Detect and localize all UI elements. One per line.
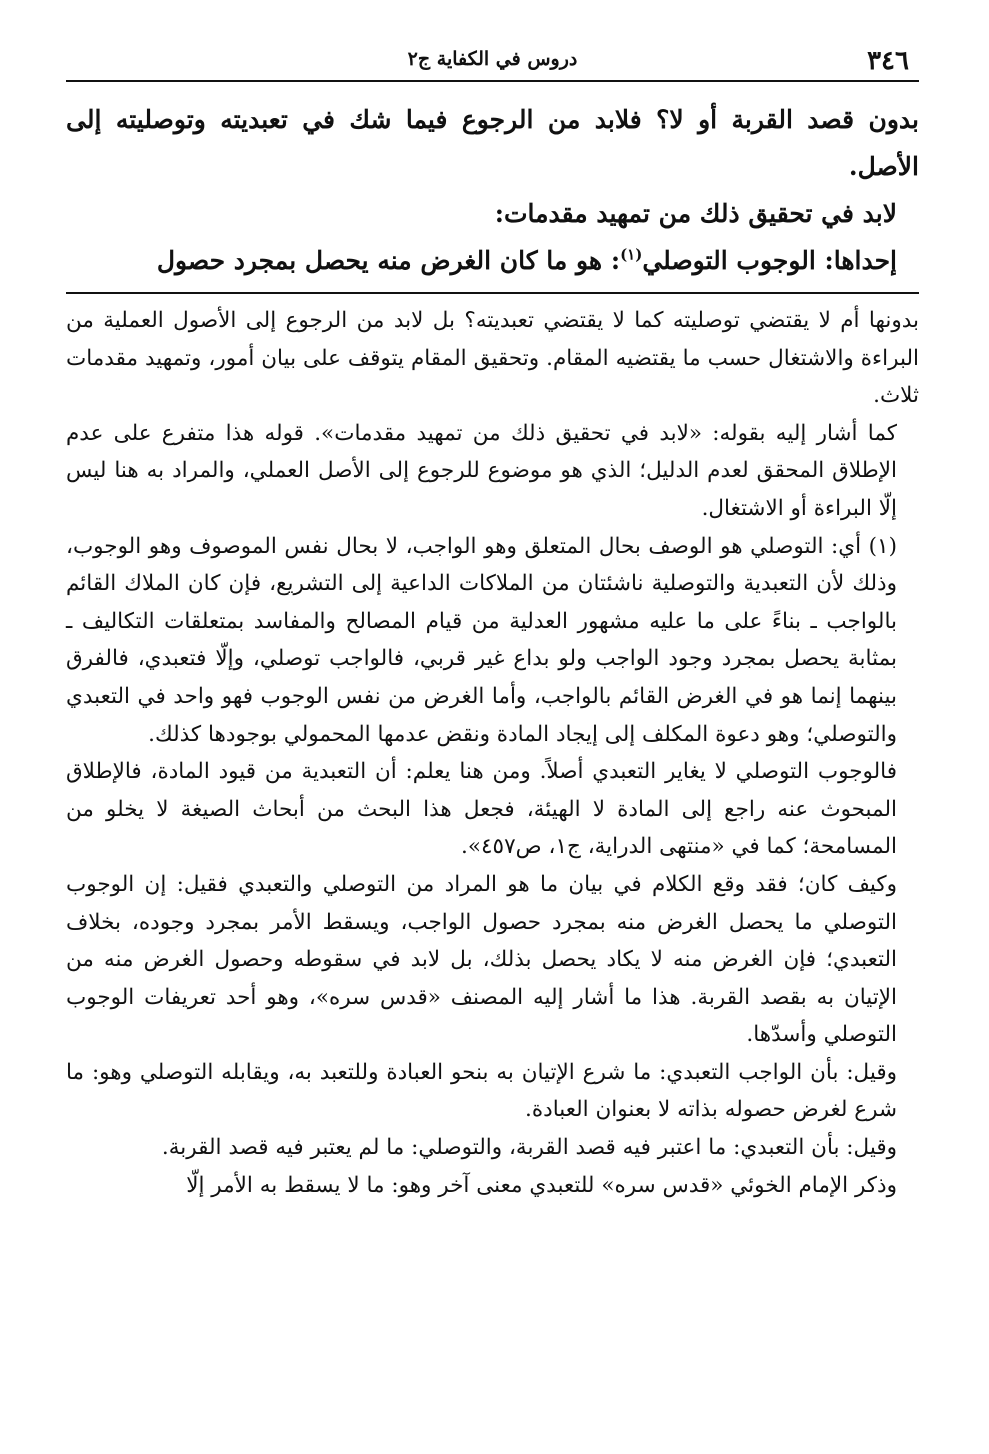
running-header — [66, 44, 919, 82]
main-text — [66, 96, 919, 284]
commentary-separator — [66, 292, 919, 294]
commentary — [66, 302, 919, 1204]
main-paragraph — [66, 237, 919, 284]
commentary-paragraph: بدونها أم لا يقتضي توصليته كما لا يقتضي تعبديته؟ بل لابد من الرجوع إلى الأصول العملية من البراءة والاشتغال حسب ما يقتضيه المقام. وتحقيق المقام يتوقف على بيان أمور، وتمهيد مقدمات ثلاث. — [66, 308, 919, 409]
commentary-paragraph: وذكر الإمام الخوئي «قدس سره» للتعبدي معنى آخر وهو: ما لا يسقط به الأمر إلّا — [186, 1172, 897, 1198]
main-text-fragment: إحداها: الوجوب التوصلي — [642, 246, 897, 275]
main-paragraph: لابد في تحقيق ذلك من تمهيد مقدمات: — [494, 199, 897, 228]
footnote-paragraph: (١) أي: التوصلي هو الوصف بحال المتعلق وهو الواجب، لا بحال نفس الموصوف وهو الوجوب، وذلك لأن التعبدية والتوصلية ناشئتان من الملاكات الداعية إلى التشريع، فإن كان الملاك القائم بالواجب ـ بناءً على ما عليه مشهور العدلية من قيام المصالح والمفاسد بمتعلقات التكاليف ـ بمثابة يحصل بمجرد وجود الواجب ولو بداع غير قربي، فالواجب توصلي، وإلّا فتعبدي، فالفرق بينهما إنما هو في الغرض القائم بالواجب، وأما الغرض من نفس الوجوب فهو واحد في التعبدي والتوصلي؛ وهو دعوة المكلف إلى إيجاد المادة ونقض عدمها المحمولي بوجودها كذلك. — [66, 533, 897, 747]
book-title: دروس في الكفاية ج٢ — [407, 48, 578, 70]
commentary-paragraph: فالوجوب التوصلي لا يغاير التعبدي أصلاً. ومن هنا يعلم: أن التعبدية من قيود المادة، فالإطلاق المبحوث عنه راجع إلى المادة لا الهيئة، فجعل هذا البحث من أبحاث الصيغة لا يخلو من المسامحة؛ كما في «منتهى الدراية، ج١، ص٤٥٧». — [66, 759, 897, 860]
commentary-paragraph: وكيف كان؛ فقد وقع الكلام في بيان ما هو المراد من التوصلي والتعبدي فقيل: إن الوجوب التوصلي ما يحصل الغرض منه بمجرد حصول الواجب، ويسقط الأمر بمجرد وجوده، بخلاف التعبدي؛ فإن الغرض منه لا يكاد يحصل بذلك، بل لابد في سقوطه وحصول الغرض منه من الإتيان به بقصد القربة. هذا ما أشار إليه المصنف «قدس سره»، وهو أحد تعريفات الوجوب التوصلي وأسدّها. — [66, 871, 897, 1048]
main-paragraph: بدون قصد القربة أو لا؟ فلابد من الرجوع فيما شك في تعبديته وتوصليته إلى الأصل. — [66, 105, 919, 181]
page-number: ٣٤٦ — [867, 46, 909, 76]
commentary-paragraph: وقيل: بأن التعبدي: ما اعتبر فيه قصد القربة، والتوصلي: ما لم يعتبر فيه قصد القربة. — [161, 1135, 897, 1161]
main-text-fragment: : هو ما كان الغرض منه يحصل بمجرد حصول — [156, 246, 621, 275]
commentary-paragraph: وقيل: بأن الواجب التعبدي: ما شرع الإتيان به بنحو العبادة وللتعبد به، ويقابله التوصلي وهو: ما شرع لغرض حصوله بذاته لا بعنوان العبادة. — [66, 1059, 897, 1123]
footnote-marker: (١) — [620, 245, 643, 264]
commentary-paragraph: كما أشار إليه بقوله: «لابد في تحقيق ذلك من تمهيد مقدمات». قوله هذا متفرع على عدم الإطلاق المحقق لعدم الدليل؛ الذي هو موضوع للرجوع إلى الأصل العملي، والمراد به هنا ليس إلّا البراءة أو الاشتغال. — [66, 420, 897, 521]
